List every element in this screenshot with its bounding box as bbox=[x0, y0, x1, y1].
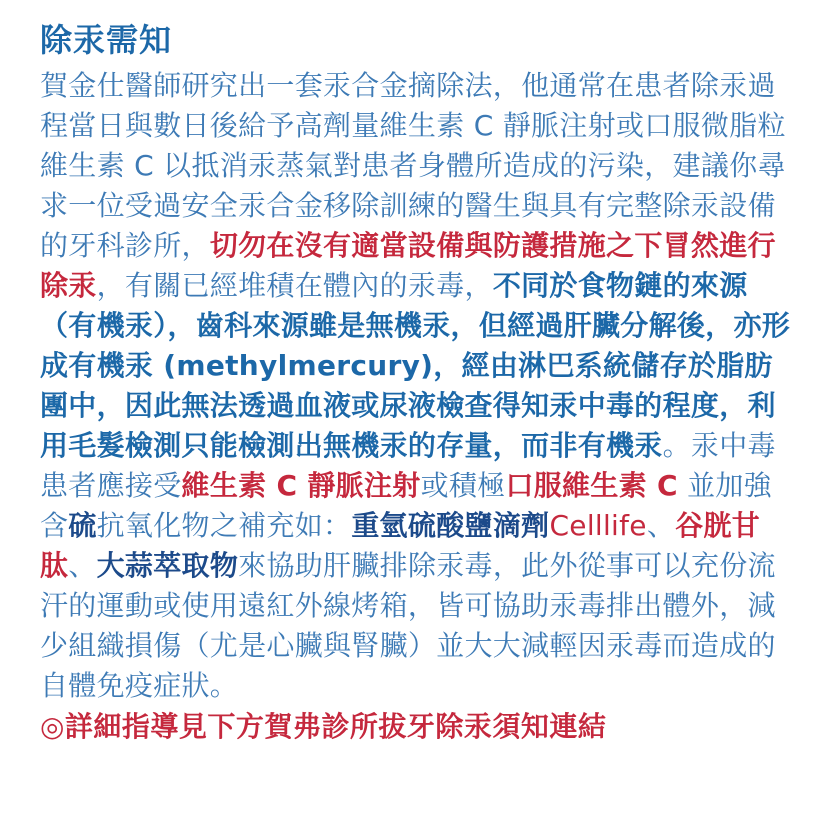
text-segment: 、 bbox=[68, 549, 97, 582]
text-segment: 來協助肝臟排除汞毒，此外從事可以充份流汗的運動或使用遠紅外線烤箱，皆可協助汞毒排出體外，減少組織損傷（尤是心臟與腎臟）並大大減輕因汞毒而造成的自體免疫症狀。 bbox=[40, 549, 776, 702]
text-segment: 抗氧化物之補充如： bbox=[96, 509, 352, 542]
supplement-celllife: Celllife bbox=[549, 509, 647, 542]
text-segment: 並加強含 bbox=[40, 469, 772, 542]
text-segment: 賀金仕醫師研究出一套汞合金摘除法，他通常在患者除汞過程當日與數日後給予高劑量維生素 C 靜脈注射或口服微脂粒維生素 C 以抵消汞蒸氣對患者身體所造成的污染，建議你尋求一位受過安全汞合金移除訓練的醫生與具有完整除汞設備的牙科診所， bbox=[40, 69, 786, 262]
text-segment: 。汞中毒患者應接受 bbox=[40, 429, 776, 502]
sulfur-highlight: 硫 bbox=[68, 509, 97, 542]
text-segment: ，有關已經堆積在體內的汞毒， bbox=[96, 269, 493, 302]
supplement-drops: 重氫硫酸鹽滴劑 bbox=[351, 509, 550, 542]
treatment-oral-vitamin-c: 口服維生素 C bbox=[505, 469, 678, 502]
body-paragraph bbox=[40, 66, 791, 706]
text-segment: 、 bbox=[646, 509, 676, 542]
text-segment: 或積極 bbox=[420, 469, 506, 502]
warning-text: 切勿在沒有適當設備與防護措施之下冒然進行除汞 bbox=[40, 229, 776, 302]
page-title: 除汞需知 bbox=[40, 21, 173, 59]
footer-link-note: ◎詳細指導見下方賀弗診所拔牙除汞須知連結 bbox=[40, 710, 607, 743]
emphasis-text: 不同於食物鏈的來源（有機汞），齒科來源雖是無機汞，但經過肝臟分解後，亦形成有機汞 (methylmercury)，經由淋巴系統儲存於脂肪團中，因此無法透過血液或尿液檢查得知汞中毒的程度，利用毛髮檢測只能檢測出無機汞的存量，而非有機汞 bbox=[40, 269, 791, 462]
supplement-glutathione: 谷胱甘肽 bbox=[40, 509, 761, 582]
treatment-vitamin-c-iv: 維生素 C 靜脈注射 bbox=[181, 469, 421, 502]
supplement-garlic-extract: 大蒜萃取物 bbox=[96, 549, 239, 582]
